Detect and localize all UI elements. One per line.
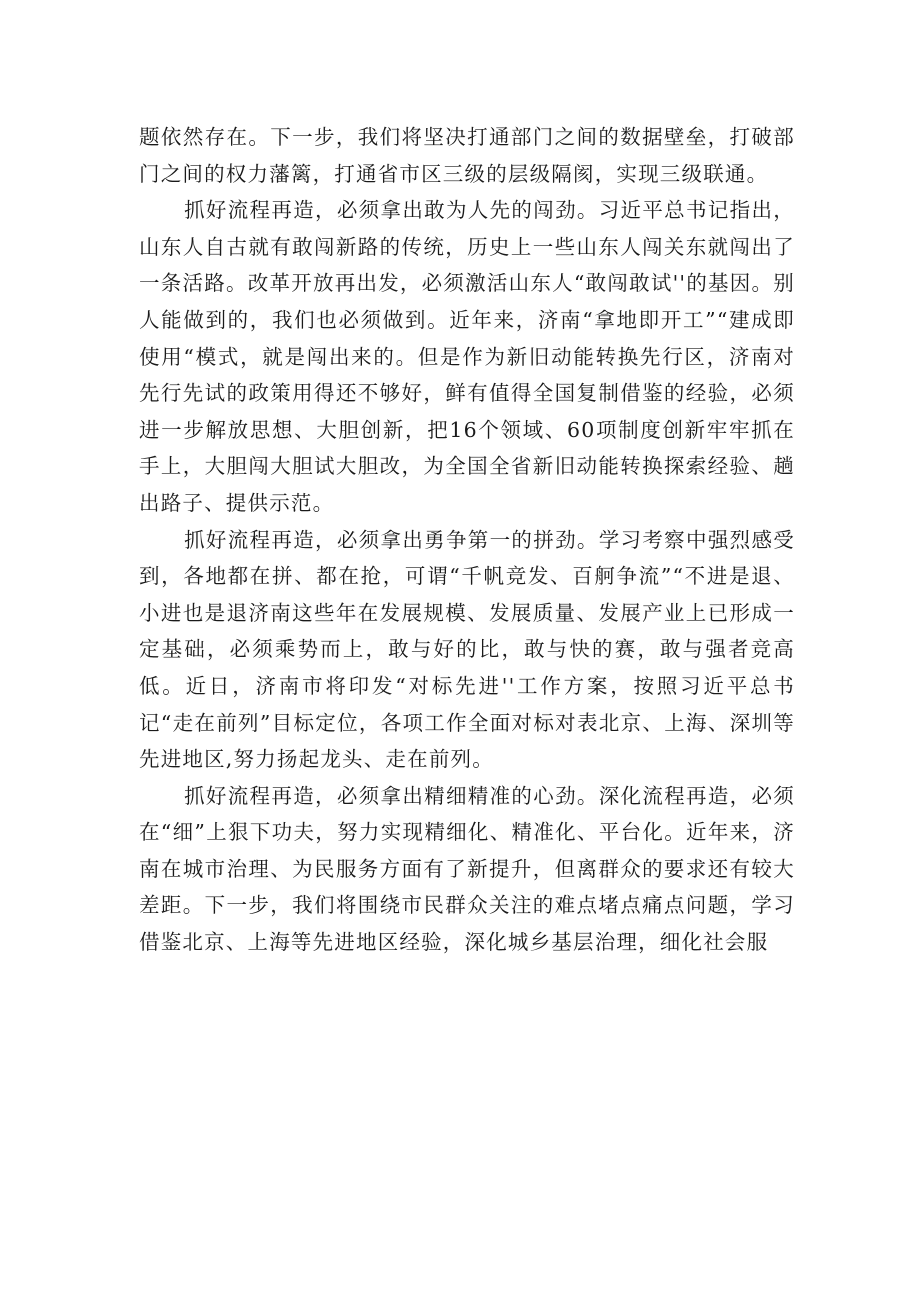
paragraph-4: 抓好流程再造，必须拿出精细精准的心劲。深化流程再造，必须在“细”上狠下功夫，努力实现精细化、精准化、平台化。近年来，济南在城市治理、为民服务方面有了新提升，但离群众的要求还有较大差距。下一步，我们将围绕市民群众关注的难点堵点痛点问题，学习借鉴北京、上海等先进地区经验，深化城乡基层治理，细化社会服 (139, 783, 795, 955)
paragraph-2: 抓好流程再造，必须拿出敢为人先的闯劲。习近平总书记指出，山东人自古就有敢闯新路的传统，历史上一些山东人闯关东就闯出了一条活路。改革开放再出发，必须激活山东人“敢闯敢试''的基因。别人能做到的，我们也必须做到。近年来，济南“拿地即开工”“建成即使用“模式，就是闯出来的。但是作为新旧动能转换先行区，济南对先行先试的政策用得还不够好，鲜有值得全国复制借鉴的经验，必须进一步解放思想、大胆创新，把16个领域、60项制度创新牢牢抓在手上，大胆闯大胆试大胆改，为全国全省新旧动能转换探索经验、趟出路子、提供示范。 (139, 198, 795, 515)
document-body (139, 119, 795, 961)
paragraph-1: 题依然存在。下一步，我们将坚决打通部门之间的数据壁垒，打破部门之间的权力藩篱，打通省市区三级的层级隔阂，实现三级联通。 (139, 125, 795, 186)
paragraph-3: 抓好流程再造，必须拿出勇争第一的拼劲。学习考察中强烈感受到，各地都在拼、都在抢，可谓“千帆竞发、百舸争流”“不进是退、小进也是退济南这些年在发展规模、发展质量、发展产业上已形成一定基础，必须乘势而上，敢与好的比，敢与快的赛，敢与强者竞高低。近日，济南市将印发“对标先进''工作方案，按照习近平总书记“走在前列”目标定位，各项工作全面对标对表北京、上海、深圳等先进地区,努力扬起龙头、走在前列。 (139, 527, 795, 772)
